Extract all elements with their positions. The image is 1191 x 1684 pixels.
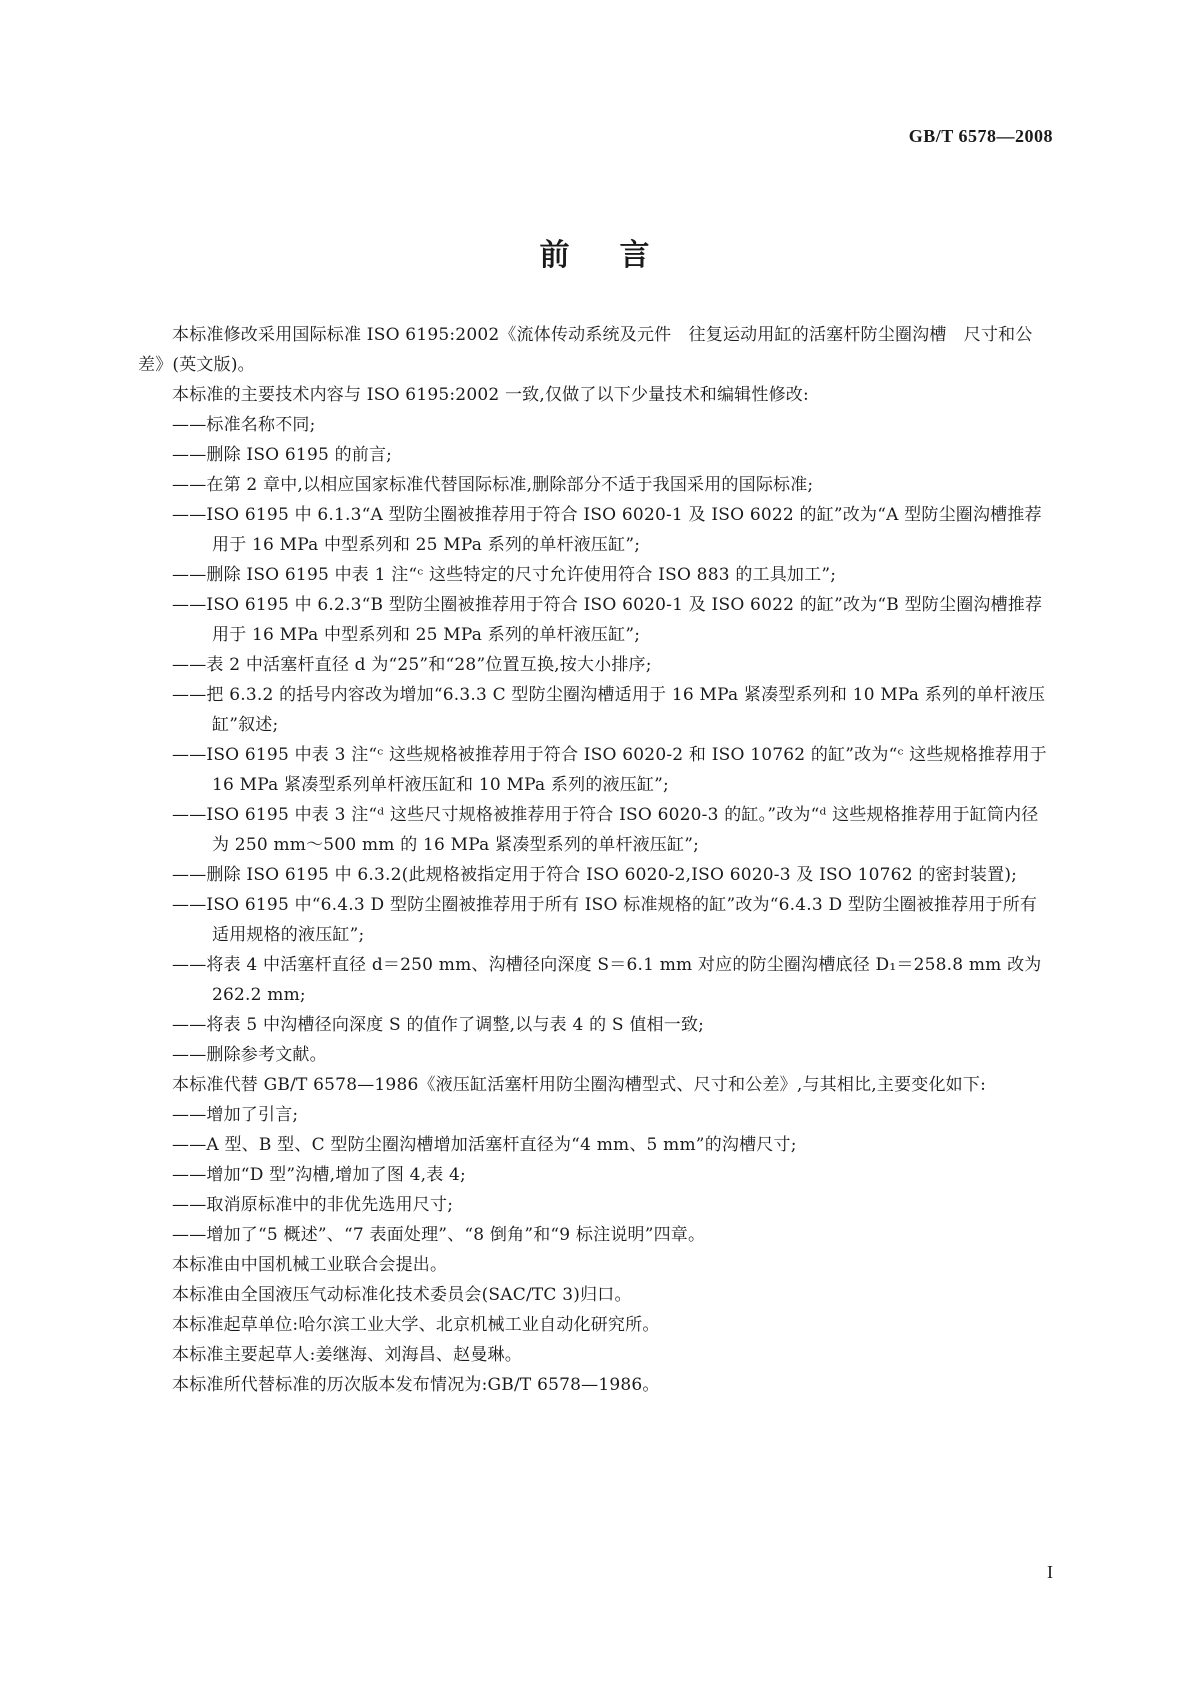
foreword-body [138, 320, 1054, 1400]
drafting-units-paragraph: 本标准起草单位:哈尔滨工业大学、北京机械工业自动化研究所。 [172, 1315, 660, 1335]
under-jurisdiction-paragraph: 本标准由全国液压气动标准化技术委员会(SAC/TC 3)归口。 [172, 1285, 632, 1305]
modification-item: ——ISO 6195 中 6.1.3“A 型防尘圈被推荐用于符合 ISO 6020-1 及 ISO 6022 的缸”改为“A 型防尘圈沟槽推荐用于 16 MPa 中型系列和 25 MPa 系列的单杆液压缸”; [172, 505, 1042, 555]
modification-item: ——将表 4 中活塞杆直径 d＝250 mm、沟槽径向深度 S＝6.1 mm 对应的防尘圈沟槽底径 D₁＝258.8 mm 改为 262.2 mm; [172, 955, 1042, 1005]
modification-item: ——把 6.3.2 的括号内容改为增加“6.3.3 C 型防尘圈沟槽适用于 16 MPa 紧凑型系列和 10 MPa 系列的单杆液压缸”叙述; [172, 685, 1046, 735]
change-item: ——取消原标准中的非优先选用尺寸; [172, 1195, 454, 1215]
change-item: ——增加了引言; [172, 1105, 299, 1125]
modification-item: ——表 2 中活塞杆直径 d 为“25”和“28”位置互换,按大小排序; [172, 655, 652, 675]
change-item: ——A 型、B 型、C 型防尘圈沟槽增加活塞杆直径为“4 mm、5 mm”的沟槽尺寸; [172, 1135, 797, 1155]
intro-paragraph: 本标准修改采用国际标准 ISO 6195:2002《流体传动系统及元件 往复运动用缸的活塞杆防尘圈沟槽 尺寸和公差》(英文版)。 [138, 325, 1033, 375]
change-item: ——增加了“5 概述”、“7 表面处理”、“8 倒角”和“9 标注说明”四章。 [172, 1225, 706, 1245]
modification-item: ——标准名称不同; [172, 415, 316, 435]
proposed-by-paragraph: 本标准由中国机械工业联合会提出。 [172, 1255, 448, 1275]
modification-item: ——将表 5 中沟槽径向深度 S 的值作了调整,以与表 4 的 S 值相一致; [172, 1015, 705, 1035]
modification-item: ——删除 ISO 6195 中表 1 注“ᶜ 这些特定的尺寸允许使用符合 ISO 883 的工具加工”; [172, 565, 837, 585]
modification-item: ——ISO 6195 中表 3 注“ᵈ 这些尺寸规格被推荐用于符合 ISO 6020-3 的缸。”改为“ᵈ 这些规格推荐用于缸筒内径为 250 mm～500 mm 的 16 MPa 紧凑型系列的单杆液压缸”; [172, 805, 1039, 855]
title-char-2: 言 [619, 238, 652, 273]
page-title [0, 230, 1191, 274]
modification-item: ——ISO 6195 中 6.2.3“B 型防尘圈被推荐用于符合 ISO 6020-1 及 ISO 6022 的缸”改为“B 型防尘圈沟槽推荐用于 16 MPa 中型系列和 25 MPa 系列的单杆液压缸”; [172, 595, 1043, 645]
modification-item: ——ISO 6195 中表 3 注“ᶜ 这些规格被推荐用于符合 ISO 6020-2 和 ISO 10762 的缸”改为“ᶜ 这些规格推荐用于 16 MPa 紧凑型系列单杆液压缸和 10 MPa 系列的液压缸”; [172, 745, 1047, 795]
drafters-paragraph: 本标准主要起草人:姜继海、刘海昌、赵曼琳。 [172, 1345, 522, 1365]
modification-item: ——删除 ISO 6195 的前言; [172, 445, 393, 465]
modification-item: ——在第 2 章中,以相应国家标准代替国际标准,删除部分不适于我国采用的国际标准; [172, 475, 814, 495]
modification-item: ——删除参考文献。 [172, 1045, 327, 1065]
modification-item: ——ISO 6195 中“6.4.3 D 型防尘圈被推荐用于所有 ISO 标准规格的缸”改为“6.4.3 D 型防尘圈被推荐用于所有适用规格的液压缸”; [172, 895, 1038, 945]
main-content-paragraph: 本标准的主要技术内容与 ISO 6195:2002 一致,仅做了以下少量技术和编辑性修改: [172, 385, 809, 405]
history-paragraph: 本标准所代替标准的历次版本发布情况为:GB/T 6578—1986。 [172, 1375, 660, 1395]
page-number: I [1047, 1562, 1053, 1582]
standard-number: GB/T 6578—2008 [908, 126, 1053, 146]
change-item: ——增加“D 型”沟槽,增加了图 4,表 4; [172, 1165, 466, 1185]
title-char-1: 前 [539, 238, 572, 273]
replaces-paragraph: 本标准代替 GB/T 6578—1986《液压缸活塞杆用防尘圈沟槽型式、尺寸和公差》,与其相比,主要变化如下: [172, 1075, 987, 1095]
modification-item: ——删除 ISO 6195 中 6.3.2(此规格被指定用于符合 ISO 6020-2,ISO 6020-3 及 ISO 10762 的密封装置); [172, 865, 1018, 885]
